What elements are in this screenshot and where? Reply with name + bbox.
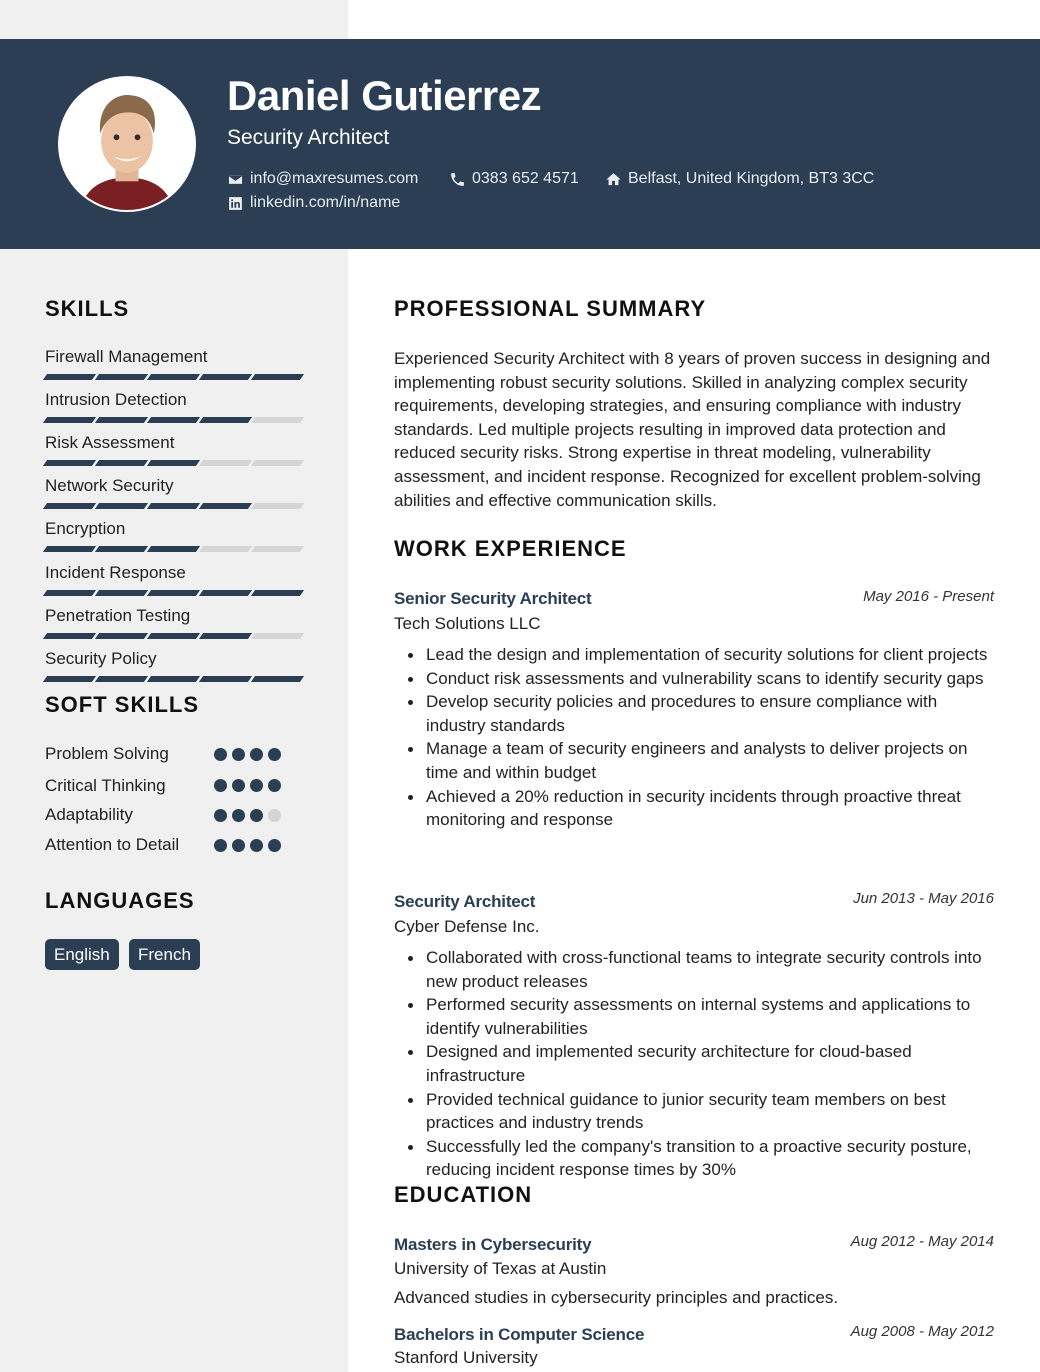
rating-dot [214, 748, 227, 761]
rating-dot [250, 779, 263, 792]
soft-skill-name: Critical Thinking [45, 776, 166, 795]
skill-level-bar [45, 503, 305, 509]
skill-level-segment [147, 417, 200, 423]
soft-skill-rating [214, 839, 281, 852]
candidate-name: Daniel Gutierrez [227, 72, 542, 119]
skill-item [45, 476, 305, 509]
skill-level-segment [147, 546, 200, 552]
contact-address [605, 169, 874, 189]
skill-item [45, 563, 305, 596]
skill-name: Encryption [45, 519, 126, 538]
soft-skill-name: Attention to Detail [45, 835, 180, 854]
soft-skill-rating [214, 779, 281, 792]
rating-dot [214, 839, 227, 852]
skill-level-segment [147, 460, 200, 466]
list-item: Develop security policies and procedures to ensure compliance with industry standards [426, 690, 1001, 737]
skill-name: Incident Response [45, 563, 186, 582]
education-date: Aug 2008 - May 2012 [850, 1323, 994, 1340]
skill-name: Firewall Management [45, 347, 208, 366]
skill-level-bar [45, 417, 305, 423]
soft-skill-name: Adaptability [45, 805, 133, 824]
skill-level-segment [199, 417, 252, 423]
degree-title: Masters in Cybersecurity [394, 1235, 592, 1254]
skill-level-segment [95, 503, 148, 509]
skill-level-segment [199, 590, 252, 596]
rating-dot [232, 839, 245, 852]
skill-level-segment [43, 633, 96, 639]
rating-dot [250, 839, 263, 852]
skill-level-segment [43, 546, 96, 552]
skill-level-segment [251, 546, 304, 552]
skill-level-segment [95, 676, 148, 682]
skill-level-segment [199, 460, 252, 466]
skill-level-segment [147, 590, 200, 596]
company-name: Cyber Defense Inc. [394, 917, 540, 936]
skill-item [45, 649, 305, 682]
skill-level-segment [147, 374, 200, 380]
job-bullets [426, 946, 1001, 1182]
skill-name: Risk Assessment [45, 433, 175, 452]
list-item: Manage a team of security engineers and analysts to deliver projects on time and within budget [426, 737, 1001, 784]
languages-heading: LANGUAGES [45, 888, 195, 913]
skill-name: Network Security [45, 476, 174, 495]
skill-level-segment [199, 503, 252, 509]
language-badge: French [129, 939, 200, 970]
rating-dot [214, 809, 227, 822]
skill-level-bar [45, 633, 305, 639]
skill-level-segment [251, 417, 304, 423]
degree-title: Bachelors in Computer Science [394, 1325, 645, 1344]
skill-item [45, 347, 305, 380]
skill-level-segment [95, 590, 148, 596]
skill-level-segment [147, 633, 200, 639]
list-item: Lead the design and implementation of security solutions for client projects [426, 643, 1001, 667]
summary-text: Experienced Security Architect with 8 years of proven success in designing and implementing robust security solutions. Skilled in analyzing complex security requirements, developing strategies, and ensuring compliance with industry standards. Led multiple projects resulting in improved data protection and reduced security risks. Strong expertise in threat modeling, vulnerability assessment, and incident response. Recognized for excellent problem-solving abilities and effective communication skills. [394, 349, 991, 510]
contact-phone[interactable] [449, 169, 579, 189]
skill-level-segment [43, 417, 96, 423]
skill-level-segment [43, 590, 96, 596]
skill-item [45, 606, 305, 639]
skill-level-segment [43, 503, 96, 509]
list-item: Performed security assessments on internal systems and applications to identify vulnerabilities [426, 993, 1001, 1040]
education-heading: EDUCATION [394, 1182, 533, 1207]
skill-item [45, 519, 305, 552]
envelope-icon [227, 171, 244, 188]
phone-text: 0383 652 4571 [472, 170, 579, 187]
rating-dot [232, 748, 245, 761]
rating-dot [232, 779, 245, 792]
skill-level-segment [251, 676, 304, 682]
job-title: Senior Security Architect [394, 589, 592, 608]
rating-dot [250, 748, 263, 761]
skill-level-bar [45, 460, 305, 466]
skill-level-segment [199, 676, 252, 682]
company-name: Tech Solutions LLC [394, 614, 541, 633]
language-badge: English [45, 939, 119, 970]
skill-level-segment [251, 460, 304, 466]
job-bullets [426, 643, 1001, 832]
experience-heading: WORK EXPERIENCE [394, 536, 627, 561]
rating-dot [268, 779, 281, 792]
contact-email[interactable] [227, 169, 418, 189]
skill-level-segment [251, 374, 304, 380]
education-date: Aug 2012 - May 2014 [850, 1233, 994, 1250]
job-date: May 2016 - Present [863, 588, 994, 605]
rating-dot [268, 748, 281, 761]
profile-photo [60, 78, 194, 210]
contact-linkedin[interactable] [227, 193, 400, 213]
skill-level-segment [95, 417, 148, 423]
skill-level-segment [43, 374, 96, 380]
skill-level-segment [251, 590, 304, 596]
email-text: info@maxresumes.com [250, 170, 419, 187]
summary-heading: PROFESSIONAL SUMMARY [394, 296, 707, 321]
list-item: Collaborated with cross-functional teams to integrate security controls into new product releases [426, 946, 1001, 993]
skill-name: Penetration Testing [45, 606, 191, 625]
skill-level-bar [45, 676, 305, 682]
job-title: Security Architect [394, 892, 536, 911]
list-item: Designed and implemented security architecture for cloud-based infrastructure [426, 1040, 1001, 1087]
skills-heading: SKILLS [45, 296, 130, 321]
skill-level-segment [95, 374, 148, 380]
rating-dot [250, 809, 263, 822]
skill-level-segment [43, 676, 96, 682]
home-icon [605, 171, 622, 188]
list-item: Achieved a 20% reduction in security incidents through proactive threat monitoring and response [426, 785, 1001, 832]
school-name: University of Texas at Austin [394, 1259, 607, 1278]
list-item: Conduct risk assessments and vulnerability scans to identify security gaps [426, 667, 1001, 691]
soft-skill-rating [214, 748, 281, 761]
rating-dot [268, 839, 281, 852]
education-description: Advanced studies in cybersecurity principles and practices. [394, 1288, 839, 1307]
skill-level-segment [199, 374, 252, 380]
skill-level-segment [251, 503, 304, 509]
skill-level-segment [147, 676, 200, 682]
skill-level-bar [45, 546, 305, 552]
skill-name: Intrusion Detection [45, 390, 187, 409]
skill-level-segment [95, 546, 148, 552]
rating-dot [214, 779, 227, 792]
job-date: Jun 2013 - May 2016 [853, 890, 994, 907]
skill-level-segment [43, 460, 96, 466]
skill-level-bar [45, 590, 305, 596]
phone-icon [449, 171, 466, 188]
rating-dot [268, 809, 281, 822]
soft-skills-heading: SOFT SKILLS [45, 692, 199, 717]
skill-level-segment [147, 503, 200, 509]
soft-skill-name: Problem Solving [45, 744, 169, 763]
soft-skill-rating [214, 809, 281, 822]
skill-level-segment [95, 460, 148, 466]
skill-name: Security Policy [45, 649, 157, 668]
school-name: Stanford University [394, 1348, 538, 1367]
skill-level-segment [199, 633, 252, 639]
skill-level-bar [45, 374, 305, 380]
rating-dot [232, 809, 245, 822]
skill-item [45, 390, 305, 423]
skill-level-segment [251, 633, 304, 639]
skill-level-segment [95, 633, 148, 639]
resume-header [0, 39, 1040, 249]
skill-item [45, 433, 305, 466]
list-item: Successfully led the company's transition to a proactive security posture, reducing incident response times by 30% [426, 1135, 1001, 1182]
avatar [58, 76, 196, 212]
linkedin-text: linkedin.com/in/name [250, 194, 401, 211]
skill-level-segment [199, 546, 252, 552]
address-text: Belfast, United Kingdom, BT3 3CC [628, 170, 875, 187]
linkedin-icon [227, 195, 244, 212]
candidate-title: Security Architect [227, 126, 390, 149]
list-item: Provided technical guidance to junior security team members on best practices and industry trends [426, 1088, 1001, 1135]
